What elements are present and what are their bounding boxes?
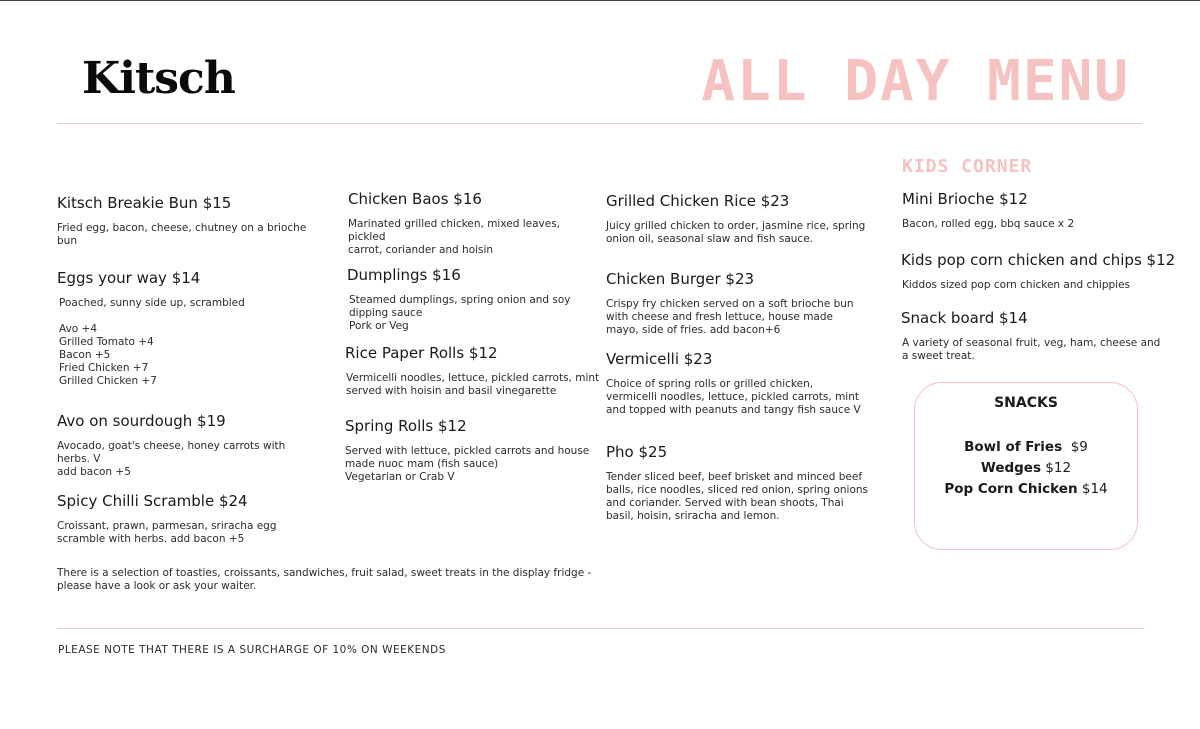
menu-item-avo [57, 412, 327, 479]
snack-price: $14 [1081, 481, 1108, 497]
surcharge-note: PLEASE NOTE THAT THERE IS A SURCHARGE OF 10% ON WEEKENDS [58, 644, 446, 656]
item-title: Spicy Chilli Scramble $24 [57, 492, 248, 510]
snack-item [915, 458, 1137, 479]
menu-item-breakie-bun [57, 194, 327, 248]
item-title: Eggs your way $14 [57, 269, 201, 287]
item-title: Grilled Chicken Rice $23 [606, 192, 790, 210]
menu-item-dumplings [347, 266, 597, 333]
item-title: Mini Brioche $12 [902, 190, 1028, 208]
menu-item-vermicelli [606, 350, 876, 417]
item-title: Chicken Baos $16 [348, 190, 482, 208]
snack-name: Pop Corn Chicken [944, 481, 1078, 497]
snack-price: $9 [1070, 439, 1088, 455]
kids-corner-heading: KIDS CORNER [902, 156, 1033, 177]
item-desc: Juicy grilled chicken to order, jasmine rice, spring onion oil, seasonal slaw and fish sauce. [606, 220, 866, 245]
item-desc: Choice of spring rolls or grilled chicken, vermicelli noodles, lettuce, pickled carrots, mint and topped with peanuts and tangy fish sauce V [606, 378, 861, 416]
item-title: Pho $25 [606, 443, 668, 461]
snack-name: Bowl of Fries [964, 439, 1063, 455]
display-fridge-note: There is a selection of toasties, croissants, sandwiches, fruit salad, sweet treats in the display fridge - please have a look or ask your waiter. [57, 567, 592, 592]
item-desc: Tender sliced beef, beef brisket and minced beef balls, rice noodles, sliced red onion, spring onions and coriander. Served with bean shoots, Thai basil, hoisin, sriracha and lemon. [606, 471, 868, 522]
item-desc: Marinated grilled chicken, mixed leaves, pickled carrot, coriander and hoisin [348, 218, 560, 256]
menu-item-chicken-rice [606, 192, 876, 246]
logo: Kitsch [82, 53, 235, 104]
item-desc: Vermicelli noodles, lettuce, pickled carrots, mint served with hoisin and basil vinegarette [346, 372, 600, 397]
item-desc: Poached, sunny side up, scrambled Avo +4 Grilled Tomato +4 Bacon +5 Fried Chicken +7 Grilled Chicken +7 [59, 297, 245, 387]
item-desc: Crispy fry chicken served on a soft brioche bun with cheese and fresh lettuce, house made mayo, side of fries. add bacon+6 [606, 298, 854, 336]
item-desc: Fried egg, bacon, cheese, chutney on a brioche bun [57, 222, 307, 247]
item-title: Rice Paper Rolls $12 [345, 344, 498, 362]
menu-item-baos [348, 190, 598, 257]
item-title: Kids pop corn chicken and chips $12 [901, 251, 1176, 269]
item-title: Vermicelli $23 [606, 350, 713, 368]
item-desc: Steamed dumplings, spring onion and soy dipping sauce Pork or Veg [349, 294, 571, 332]
menu-item-spring-rolls [345, 417, 600, 484]
snack-item [915, 479, 1137, 500]
snack-item [915, 437, 1137, 458]
header-divider [57, 123, 1142, 124]
menu-item-rice-paper-rolls [345, 344, 600, 398]
kids-item-snack-board [901, 309, 1171, 363]
snacks-box [914, 382, 1138, 550]
item-desc: Kiddos sized pop corn chicken and chippies [902, 279, 1131, 291]
item-desc: Avocado, goat's cheese, honey carrots with herbs. V add bacon +5 [57, 440, 286, 478]
item-desc: Served with lettuce, pickled carrots and house made nuoc mam (fish sauce) Vegetarian or Crab V [345, 445, 590, 483]
page-title: ALL DAY MENU [701, 49, 1130, 114]
kids-item-mini-brioche [902, 190, 1162, 231]
item-desc: Bacon, rolled egg, bbq sauce x 2 [902, 218, 1075, 230]
snacks-list [915, 437, 1137, 500]
item-title: Snack board $14 [901, 309, 1028, 327]
menu-item-chicken-burger [606, 270, 876, 337]
snacks-heading: SNACKS [994, 395, 1058, 411]
item-desc: Croissant, prawn, parmesan, sriracha egg scramble with herbs. add bacon +5 [57, 520, 277, 545]
footer-divider [57, 628, 1144, 629]
menu-item-scramble [57, 492, 327, 546]
item-title: Dumplings $16 [347, 266, 461, 284]
item-title: Kitsch Breakie Bun $15 [57, 194, 232, 212]
item-title: Chicken Burger $23 [606, 270, 755, 288]
item-title: Avo on sourdough $19 [57, 412, 226, 430]
menu-item-pho [606, 443, 881, 523]
item-desc: A variety of seasonal fruit, veg, ham, cheese and a sweet treat. [902, 337, 1161, 362]
item-title: Spring Rolls $12 [345, 417, 467, 435]
snack-name: Wedges [980, 460, 1041, 476]
snack-price: $12 [1045, 460, 1072, 476]
menu-item-eggs [57, 269, 327, 388]
kids-item-pop-corn-chicken [901, 251, 1176, 292]
